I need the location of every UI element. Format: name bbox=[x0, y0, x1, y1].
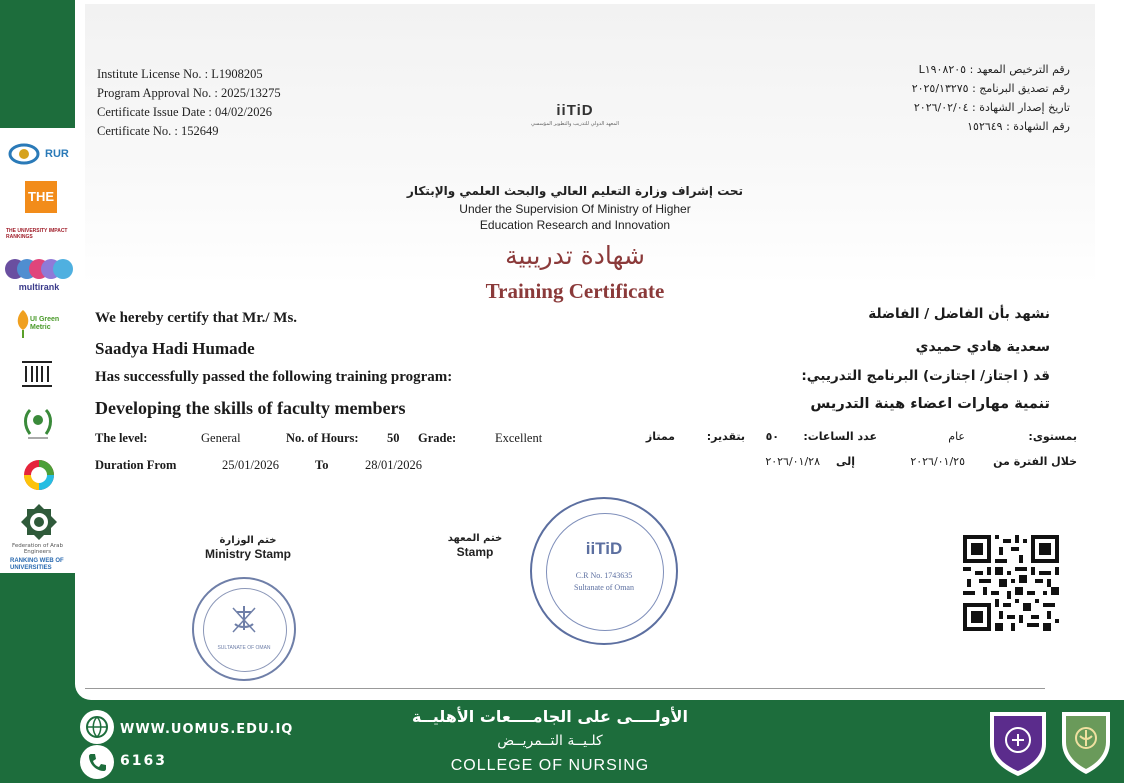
the-impact-logo-text: THE UNIVERSITY IMPACT RANKINGS bbox=[6, 228, 68, 240]
meta-right bbox=[810, 60, 1070, 136]
hours-value-ar: ٥٠ bbox=[765, 430, 779, 443]
multirank-logo bbox=[5, 258, 73, 294]
greenmetric-logo bbox=[14, 308, 74, 348]
the-logo bbox=[25, 181, 57, 213]
to-ar: ٢٠٢٦/٠١/٢٨ bbox=[765, 455, 820, 468]
institute-stamp-label bbox=[435, 533, 515, 559]
to-en: 28/01/2026 bbox=[365, 458, 422, 472]
footer-college-ar: كلـيــة التــمريــض bbox=[497, 733, 603, 749]
duration-label-ar: خلال الفترة من bbox=[993, 455, 1077, 468]
certificate-paper bbox=[75, 0, 1124, 700]
title-en: Training Certificate bbox=[485, 279, 665, 303]
ministry-seal-text: SULTANATE OF OMAN bbox=[217, 645, 271, 651]
institute-seal-cr: C.R No. 1743635 bbox=[575, 571, 633, 580]
greenmetric-label: UI Green Metric bbox=[30, 316, 60, 331]
grade-label-ar: بتقدير: bbox=[706, 430, 745, 443]
level-label-ar: بمستوى: bbox=[1028, 430, 1077, 443]
supervision-ar: تحت إشراف وزارة التعليم العالي والبحث العلمي والإبتكار bbox=[406, 184, 744, 198]
footer-college-en: COLLEGE OF NURSING bbox=[450, 757, 650, 774]
supervision-block bbox=[405, 184, 745, 232]
supervision-en-2: Education Research and Innovation bbox=[479, 218, 671, 232]
name-en: Saadya Hadi Humade bbox=[95, 339, 255, 358]
rur-label: RUR bbox=[45, 148, 69, 160]
sdg-wheel-icon bbox=[22, 458, 56, 492]
nursing-crest-icon bbox=[1058, 706, 1114, 776]
multirank-circles bbox=[5, 258, 73, 280]
footer-tagline-ar: الأولــــى على الجامــــعات الأهليــة bbox=[412, 707, 688, 726]
institute-seal bbox=[530, 497, 678, 645]
from-en: 25/01/2026 bbox=[222, 458, 279, 472]
to-label-en: To bbox=[315, 458, 329, 472]
ranking-web-logo: RANKING WEB OF UNIVERSITIES bbox=[10, 558, 64, 571]
title-ar: شهادة تدريبية bbox=[505, 241, 645, 270]
passed-en: Has successfully passed the following training program: bbox=[95, 369, 453, 385]
ministry-stamp-label bbox=[193, 535, 303, 561]
the-impact-logo bbox=[6, 225, 74, 249]
certify-ar: نشهد بأن الفاضل / الفاضلة bbox=[868, 306, 1050, 322]
grade-value-ar: ممتاز bbox=[645, 430, 675, 443]
university-crest-icon bbox=[986, 706, 1050, 778]
program-en: Developing the skills of faculty members bbox=[95, 398, 406, 418]
institute-stamp-ar: ختم المعهد bbox=[447, 533, 503, 544]
qr-code[interactable] bbox=[963, 535, 1059, 631]
to-label-ar: إلى bbox=[835, 455, 855, 468]
ranking-pillars-icon bbox=[20, 360, 54, 388]
institute-logo bbox=[515, 102, 635, 127]
khanjar-emblem-icon bbox=[229, 603, 259, 637]
globe-icon bbox=[80, 710, 114, 744]
license-en: Institute License No. : L1908205 bbox=[97, 67, 263, 81]
institute-seal-logo: iiTiD bbox=[585, 539, 623, 558]
laurel-wreath-icon bbox=[22, 406, 54, 442]
certificate-divider bbox=[85, 688, 1045, 689]
hours-value-en: 50 bbox=[387, 431, 400, 445]
cert-no-en: Certificate No. : 152649 bbox=[97, 124, 219, 138]
institute-seal-country: Sultanate of Oman bbox=[574, 583, 634, 592]
footer-website[interactable]: WWW.UOMUS.EDU.IQ bbox=[120, 722, 294, 737]
license-ar: رقم الترخيص المعهد : L١٩٠٨٢٠٥ bbox=[918, 63, 1070, 76]
name-ar: سعدية هادي حميدي bbox=[915, 339, 1050, 355]
arab-engineers-emblem-icon bbox=[20, 503, 58, 541]
arab-engineers-caption: Federation of Arab Engineers bbox=[12, 543, 63, 555]
meta-left bbox=[97, 65, 281, 141]
rur-logo bbox=[8, 136, 74, 172]
program-ar: تنمية مهارات اعضاء هينة التدريس bbox=[810, 396, 1050, 412]
institute-logo-text: iiTiD bbox=[556, 102, 594, 119]
rur-eye-icon bbox=[8, 140, 40, 168]
duration-label-en: Duration From bbox=[95, 458, 177, 472]
ministry-seal bbox=[192, 577, 296, 681]
hours-label-en: No. of Hours: bbox=[286, 431, 359, 445]
certify-en: We hereby certify that Mr./ Ms. bbox=[95, 310, 298, 326]
level-value-ar: عام bbox=[948, 430, 965, 443]
level-label-en: The level: bbox=[95, 431, 148, 445]
hours-label-ar: عدد الساعات: bbox=[803, 430, 877, 443]
approval-en: Program Approval No. : 2025/13275 bbox=[97, 86, 281, 100]
footer-phone[interactable]: 6163 bbox=[120, 753, 167, 769]
ranking-sidebar bbox=[0, 128, 75, 573]
institute-stamp-en: Stamp bbox=[456, 545, 494, 559]
ministry-stamp-en: Ministry Stamp bbox=[204, 547, 291, 561]
institute-logo-caption: المعهد الدولي للتدريب والتطوير المؤسسي bbox=[530, 121, 620, 127]
the-logo-text: THE bbox=[28, 189, 54, 204]
grade-label-en: Grade: bbox=[418, 431, 457, 445]
grade-value-en: Excellent bbox=[495, 431, 543, 445]
approval-ar: رقم تصديق البرنامج : ٢٠٢٥/١٣٢٧٥ bbox=[911, 82, 1070, 95]
phone-icon bbox=[80, 745, 114, 779]
issue-date-en: Certificate Issue Date : 04/02/2026 bbox=[97, 105, 272, 119]
passed-ar: قد ( اجتاز/ اجتازت) البرنامج التدريبي: bbox=[801, 368, 1050, 384]
supervision-en-1: Under the Supervision Of Ministry of Higher bbox=[459, 202, 691, 216]
level-value-en: General bbox=[201, 431, 241, 445]
multirank-label: multirank bbox=[18, 282, 60, 292]
cert-no-ar: رقم الشهادة : ١٥٢٦٤٩ bbox=[967, 120, 1070, 133]
from-ar: ٢٠٢٦/٠١/٢٥ bbox=[910, 455, 965, 468]
issue-date-ar: تاريخ إصدار الشهادة : ٢٠٢٦/٠٢/٠٤ bbox=[913, 101, 1070, 114]
ministry-stamp-ar: ختم الوزارة bbox=[219, 535, 277, 546]
